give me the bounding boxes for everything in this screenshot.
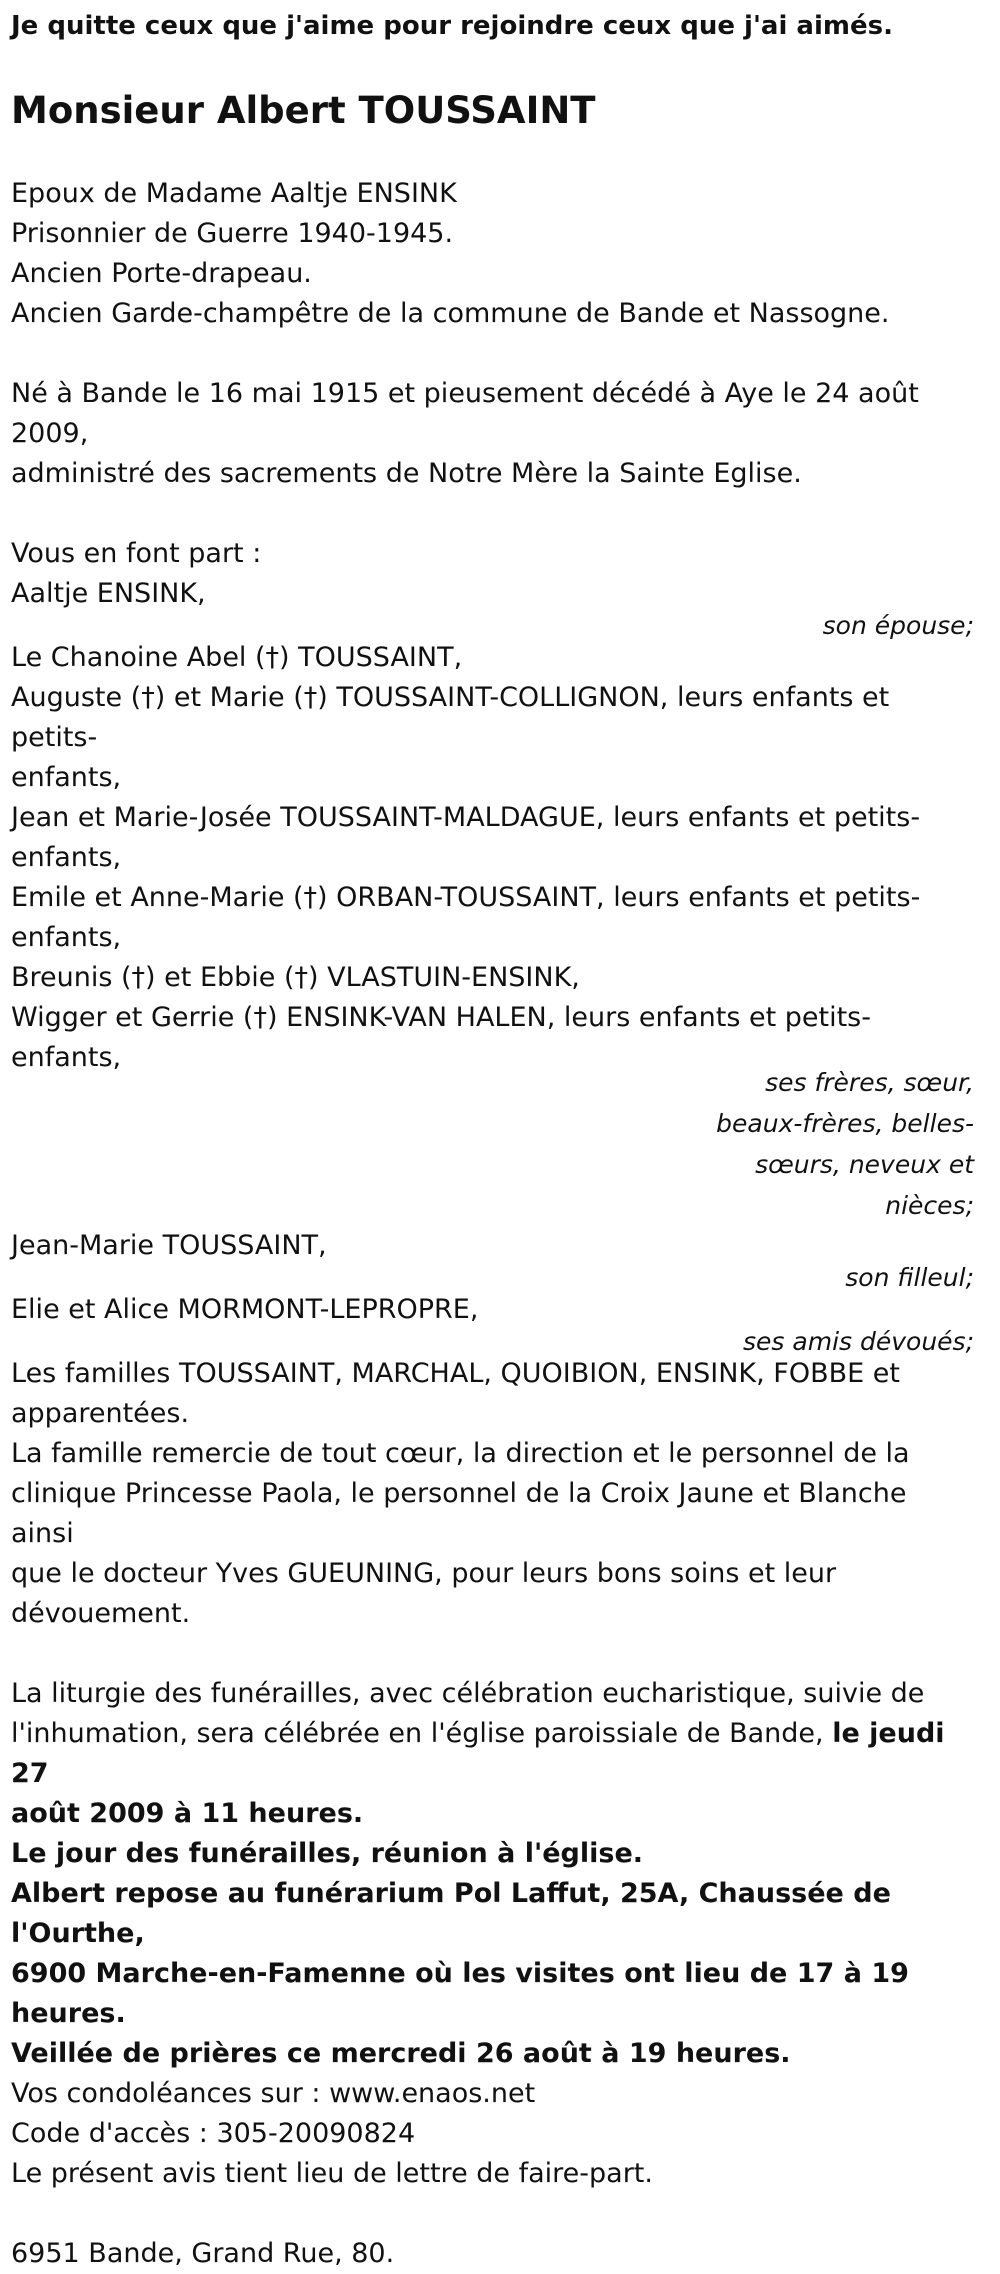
siblings-relation-line: beaux-frères, belles- [716, 1109, 974, 1138]
title-line: Epoux de Madame Aaltje ENSINK [11, 178, 457, 209]
families-line: apparentées. [11, 1398, 190, 1429]
birth-death-line: Né à Bande le 16 mai 1915 et pieusement décédé à Aye le 24 août 2009, [11, 378, 919, 449]
funeral-repose: 6900 Marche-en-Famenne où les visites ont lieu de 17 à 19 heures. [11, 1958, 909, 2029]
siblings-relation-line: nièces; [885, 1191, 974, 1220]
godson-relation: son filleul; [845, 1263, 974, 1292]
birth-death-block [11, 374, 976, 494]
deceased-name: Monsieur Albert TOUSSAINT [11, 89, 596, 132]
spouse-name: Aaltje ENSINK, [11, 578, 206, 609]
sibling-line: enfants, [11, 762, 122, 793]
announcers-intro: Vous en font part : [11, 538, 262, 569]
funeral-repose: Albert repose au funérarium Pol Laffut, 25A, Chaussée de l'Ourthe, [11, 1878, 891, 1949]
title-line: Prisonnier de Guerre 1940-1945. [11, 218, 454, 249]
funeral-line: La liturgie des funérailles, avec célébration eucharistique, suivie de [11, 1678, 925, 1709]
sibling-line: enfants, [11, 842, 122, 873]
epigraph: Je quitte ceux que j'aime pour rejoindre ceux que j'ai aimés. [11, 11, 893, 41]
friends-relation: ses amis dévoués; [743, 1327, 974, 1356]
funeral-line-regular: l'inhumation, sera célébrée en l'église paroissiale de Bande, [11, 1718, 833, 1749]
siblings-relation-line: sœurs, neveux et [755, 1150, 974, 1179]
funeral-vigil: Veillée de prières ce mercredi 26 août à 19 heures. [11, 2038, 791, 2069]
families-line: Les familles TOUSSAINT, MARCHAL, QUOIBION, ENSINK, FOBBE et [11, 1358, 900, 1389]
notice-line: Le présent avis tient lieu de lettre de faire-part. [11, 2158, 653, 2189]
funeral-meeting: Le jour des funérailles, réunion à l'église. [11, 1838, 644, 1869]
sibling-line: Auguste (†) et Marie (†) TOUSSAINT-COLLIGNON, leurs enfants et petits- [11, 682, 890, 753]
spouse-relation: son épouse; [822, 611, 974, 640]
friends-name: Elie et Alice MORMONT-LEPROPRE, [11, 1294, 479, 1325]
access-code-line: Code d'accès : 305-20090824 [11, 2118, 416, 2149]
funeral-line [11, 1714, 976, 1794]
title-line: Ancien Porte-drapeau. [11, 258, 312, 289]
thanks-line: La famille remercie de tout cœur, la direction et le personnel de la [11, 1438, 910, 1469]
sibling-line: Emile et Anne-Marie (†) ORBAN-TOUSSAINT, leurs enfants et petits- [11, 882, 921, 913]
thanks-line: que le docteur Yves GUEUNING, pour leurs bons soins et leur [11, 1558, 837, 1589]
condolences-line: Vos condoléances sur : www.enaos.net [11, 2078, 536, 2109]
funeral-date-bold: le jeudi 27 [11, 1718, 945, 1789]
funeral-block [11, 1674, 976, 2194]
announcers-block [11, 534, 976, 1634]
siblings-relation [684, 1062, 976, 1226]
birth-death-line: administré des sacrements de Notre Mère la Sainte Eglise. [11, 458, 802, 489]
sibling-line: enfants, [11, 922, 122, 953]
funeral-time: août 2009 à 11 heures. [11, 1798, 364, 1829]
sibling-line: Le Chanoine Abel (†) TOUSSAINT, [11, 642, 463, 673]
thanks-line: clinique Princesse Paola, le personnel de la Croix Jaune et Blanche ainsi [11, 1478, 907, 1549]
sibling-line: Jean et Marie-Josée TOUSSAINT-MALDAGUE, leurs enfants et petits- [11, 802, 921, 833]
address-line: 6951 Bande, Grand Rue, 80. [11, 2238, 395, 2269]
godson-name: Jean-Marie TOUSSAINT, [11, 1230, 327, 1261]
titles-block [11, 174, 976, 334]
title-line: Ancien Garde-champêtre de la commune de Bande et Nassogne. [11, 298, 890, 329]
sibling-line: Wigger et Gerrie (†) ENSINK-VAN HALEN, leurs enfants et petits-enfants, [11, 1002, 871, 1073]
address-block [11, 2234, 976, 2274]
thanks-line: dévouement. [11, 1598, 191, 1629]
sibling-line: Breunis (†) et Ebbie (†) VLASTUIN-ENSINK, [11, 962, 580, 993]
siblings-relation-line: ses frères, sœur, [765, 1068, 974, 1097]
